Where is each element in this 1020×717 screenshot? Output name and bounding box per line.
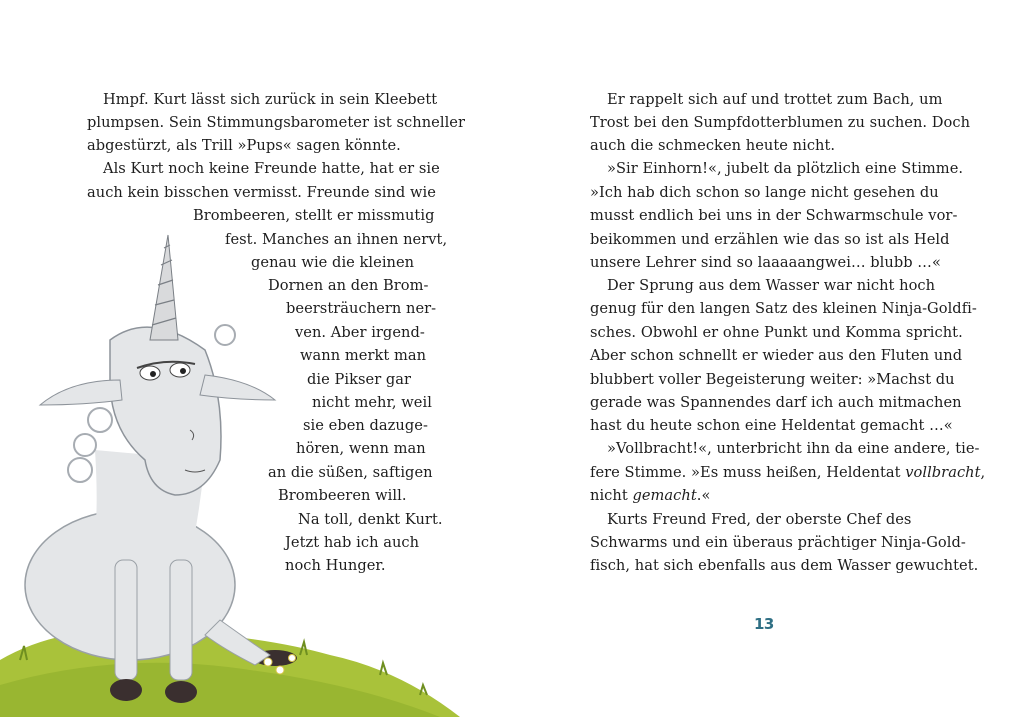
text-line: Der Sprung aus dem Wasser war nicht hoch: [607, 277, 936, 294]
text-line: die Pikser gar: [307, 371, 412, 388]
text-line: plumpsen. Sein Stimmungsbarometer ist schneller: [87, 114, 466, 131]
text-line: Er rappelt sich auf und trottet zum Bach, um: [607, 91, 943, 108]
text-line: genau wie die kleinen: [251, 254, 415, 271]
text-line: Als Kurt noch keine Freunde hatte, hat er sie: [103, 160, 440, 177]
text-line: [590, 461, 985, 484]
text-line: sie eben dazuge-: [303, 417, 428, 434]
text-line: blubbert voller Begeisterung weiter: »Machst du: [590, 371, 955, 388]
text-line: beikommen und erzählen wie das so ist als Held: [590, 231, 950, 248]
text-line: Jetzt hab ich auch: [285, 534, 420, 551]
text-line: Schwarms und ein überaus prächtiger Ninja-Gold-: [590, 534, 966, 551]
text-line: Trost bei den Sumpfdotterblumen zu suchen. Doch: [590, 114, 971, 131]
text-line: wann merkt man: [300, 347, 427, 364]
text-line: hören, wenn man: [296, 440, 426, 457]
text-line: »Sir Einhorn!«, jubelt da plötzlich eine Stimme.: [607, 160, 964, 177]
text-line: Kurts Freund Fred, der oberste Chef des: [607, 511, 912, 528]
text-line: beersträuchern ner-: [286, 300, 437, 317]
text-run: nicht: [590, 487, 633, 504]
text-line: sches. Obwohl er ohne Punkt und Komma spricht.: [590, 324, 963, 341]
text-line: fisch, hat sich ebenfalls aus dem Wasser gewuchtet.: [590, 557, 979, 574]
text-line: nicht mehr, weil: [312, 394, 432, 411]
text-line: »Ich hab dich schon so lange nicht gesehen du: [590, 184, 939, 201]
text-line: Aber schon schnellt er wieder aus den Fluten und: [590, 347, 963, 364]
text-run: ,: [980, 464, 986, 481]
text-run: fere Stimme. »Es muss heißen, Heldentat: [590, 464, 906, 481]
text-line: hast du heute schon eine Heldentat gemacht …«: [590, 417, 953, 434]
text-line: noch Hunger.: [285, 557, 386, 574]
text-line: an die süßen, saftigen: [268, 464, 433, 481]
text-line: ven. Aber irgend-: [295, 324, 425, 341]
text-line: Na toll, denkt Kurt.: [298, 511, 443, 528]
text-line: abgestürzt, als Trill »Pups« sagen könnte.: [87, 137, 401, 154]
text-run-italic: vollbracht: [905, 464, 981, 481]
text-line: »Vollbracht!«, unterbricht ihn da eine andere, tie-: [607, 440, 980, 457]
text-line: auch die schmecken heute nicht.: [590, 137, 836, 154]
text-line: unsere Lehrer sind so laaaaangwei… blubb …«: [590, 254, 941, 271]
text-run: .«: [696, 487, 711, 504]
text-line: [590, 484, 710, 507]
text-run-italic: gemacht: [632, 487, 697, 504]
text-line: musst endlich bei uns in der Schwarmschule vor-: [590, 207, 958, 224]
text-line: Brombeeren will.: [278, 487, 407, 504]
text-line: gerade was Spannendes darf ich auch mitmachen: [590, 394, 962, 411]
text-line: genug für den langen Satz des kleinen Ninja-Goldfi-: [590, 300, 977, 317]
text-line: fest. Manches an ihnen nervt,: [225, 231, 448, 248]
text-line: Brombeeren, stellt er missmutig: [193, 207, 435, 224]
text-line: Hmpf. Kurt lässt sich zurück in sein Kleebett: [103, 91, 438, 108]
page-number: 13: [754, 615, 774, 633]
text-line: Dornen an den Brom-: [268, 277, 429, 294]
text-line: auch kein bisschen vermisst. Freunde sind wie: [87, 184, 436, 201]
